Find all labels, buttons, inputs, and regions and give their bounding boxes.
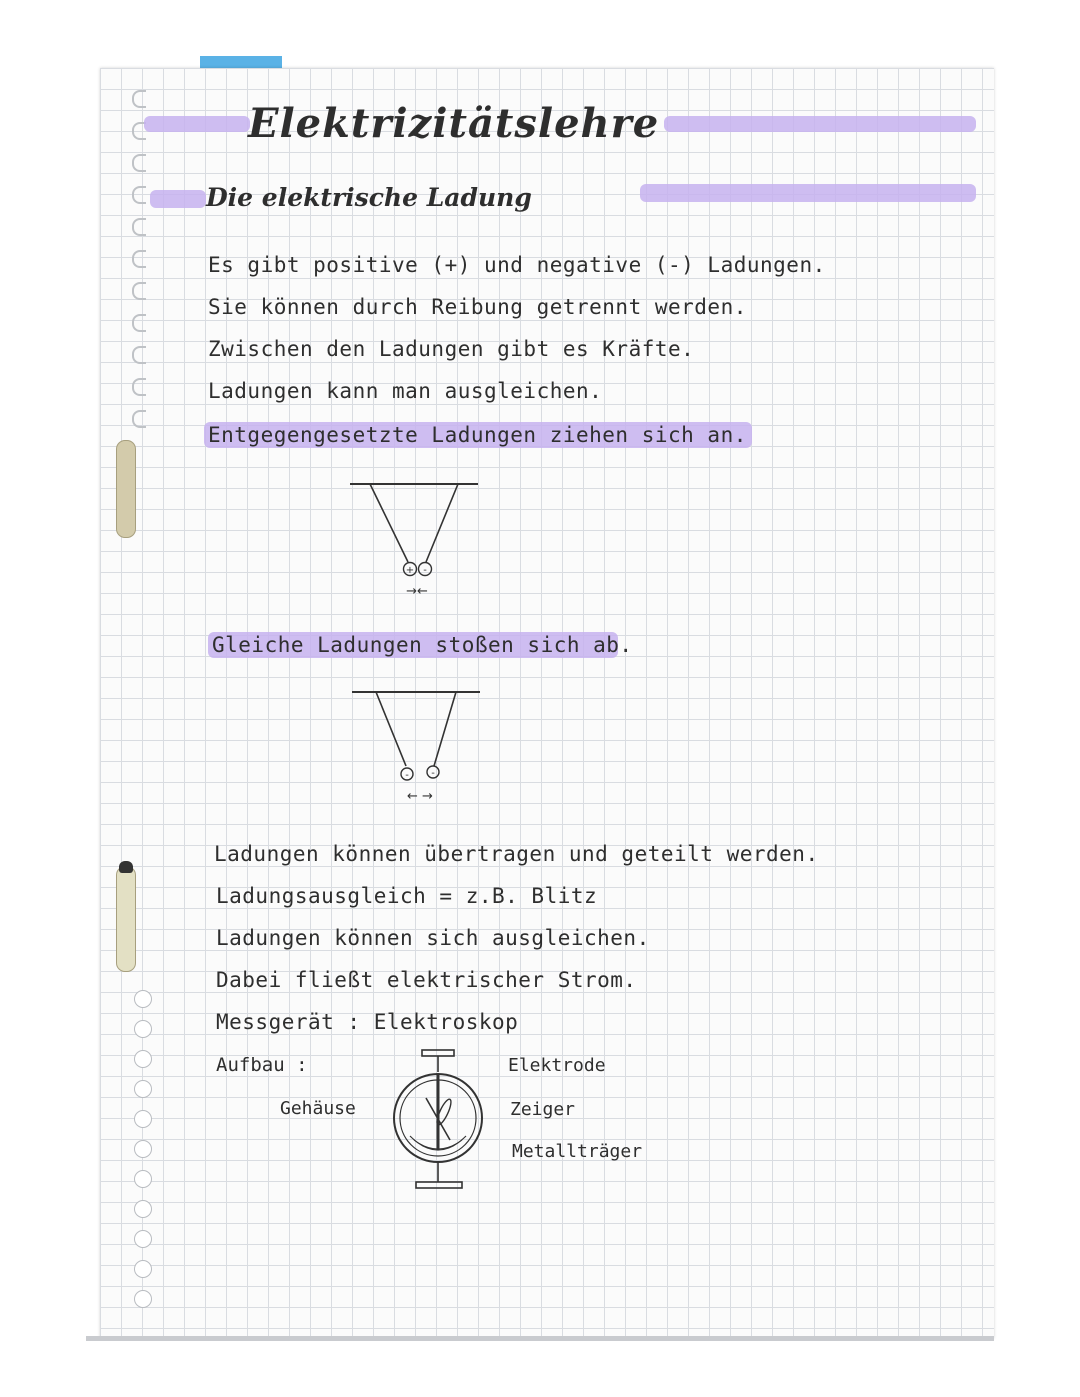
punch-hole xyxy=(134,1170,152,1188)
title-highlight-right xyxy=(664,116,976,132)
punch-hole xyxy=(134,1080,152,1098)
charge-sign: + xyxy=(405,565,415,576)
repel-statement: Gleiche Ladungen stoßen sich ab. xyxy=(212,633,633,657)
punch-hole xyxy=(134,1140,152,1158)
housing-label: Gehäuse xyxy=(280,1098,356,1119)
pointer-label: Zeiger xyxy=(510,1099,576,1120)
ring xyxy=(132,186,146,204)
attract-statement: Entgegengesetzte Ladungen ziehen sich an. xyxy=(208,423,747,447)
punch-hole xyxy=(134,1230,152,1248)
text-line: Dabei fließt elektrischer Strom. xyxy=(216,968,637,992)
punch-hole xyxy=(134,1050,152,1068)
ring xyxy=(132,410,146,428)
text-line: Ladungen können sich ausgleichen. xyxy=(216,926,650,950)
subtitle-highlight-left xyxy=(150,190,206,208)
subtitle-highlight-right xyxy=(640,184,976,202)
force-arrows: →← xyxy=(406,584,428,599)
text-line: Ladungsausgleich = z.B. Blitz xyxy=(216,884,598,908)
diagram-repel xyxy=(346,686,496,816)
electrode-label: Elektrode xyxy=(508,1055,606,1076)
ring xyxy=(132,282,146,300)
page-bottom-edge xyxy=(86,1336,994,1341)
ring xyxy=(132,250,146,268)
title-highlight-left xyxy=(144,116,250,132)
punch-hole xyxy=(134,990,152,1008)
text-line: Messgerät : Elektroskop xyxy=(216,1010,519,1034)
electroscope-diagram xyxy=(386,1046,498,1198)
text-line: Ladungen können übertragen und geteilt werden. xyxy=(214,842,819,866)
ring xyxy=(132,90,146,108)
punch-hole xyxy=(134,1290,152,1308)
text-line: Sie können durch Reibung getrennt werden. xyxy=(208,295,747,319)
ring xyxy=(132,378,146,396)
force-arrows: ← → xyxy=(407,789,433,804)
page-title: Elektrizitätslehre xyxy=(248,100,660,147)
ring xyxy=(132,346,146,364)
setup-label: Aufbau : xyxy=(216,1054,308,1076)
section-heading: Die elektrische Ladung xyxy=(206,183,532,212)
punch-hole xyxy=(134,1200,152,1218)
punch-hole xyxy=(134,1110,152,1128)
text-line: Es gibt positive (+) und negative (-) Ladungen. xyxy=(208,253,826,277)
ring xyxy=(132,218,146,236)
text-line: Ladungen kann man ausgleichen. xyxy=(208,379,603,403)
metal-carrier-label: Metallträger xyxy=(512,1141,643,1162)
ring xyxy=(132,314,146,332)
binder-clip-top xyxy=(116,440,136,538)
ring xyxy=(132,154,146,172)
charge-sign: - xyxy=(405,770,409,781)
diagram-attract xyxy=(340,478,490,608)
binder-clip-bottom xyxy=(116,866,136,972)
charge-sign: - xyxy=(431,768,435,779)
text-line: Zwischen den Ladungen gibt es Kräfte. xyxy=(208,337,695,361)
charge-sign: - xyxy=(423,565,427,576)
punch-hole xyxy=(134,1260,152,1278)
punch-hole xyxy=(134,1020,152,1038)
